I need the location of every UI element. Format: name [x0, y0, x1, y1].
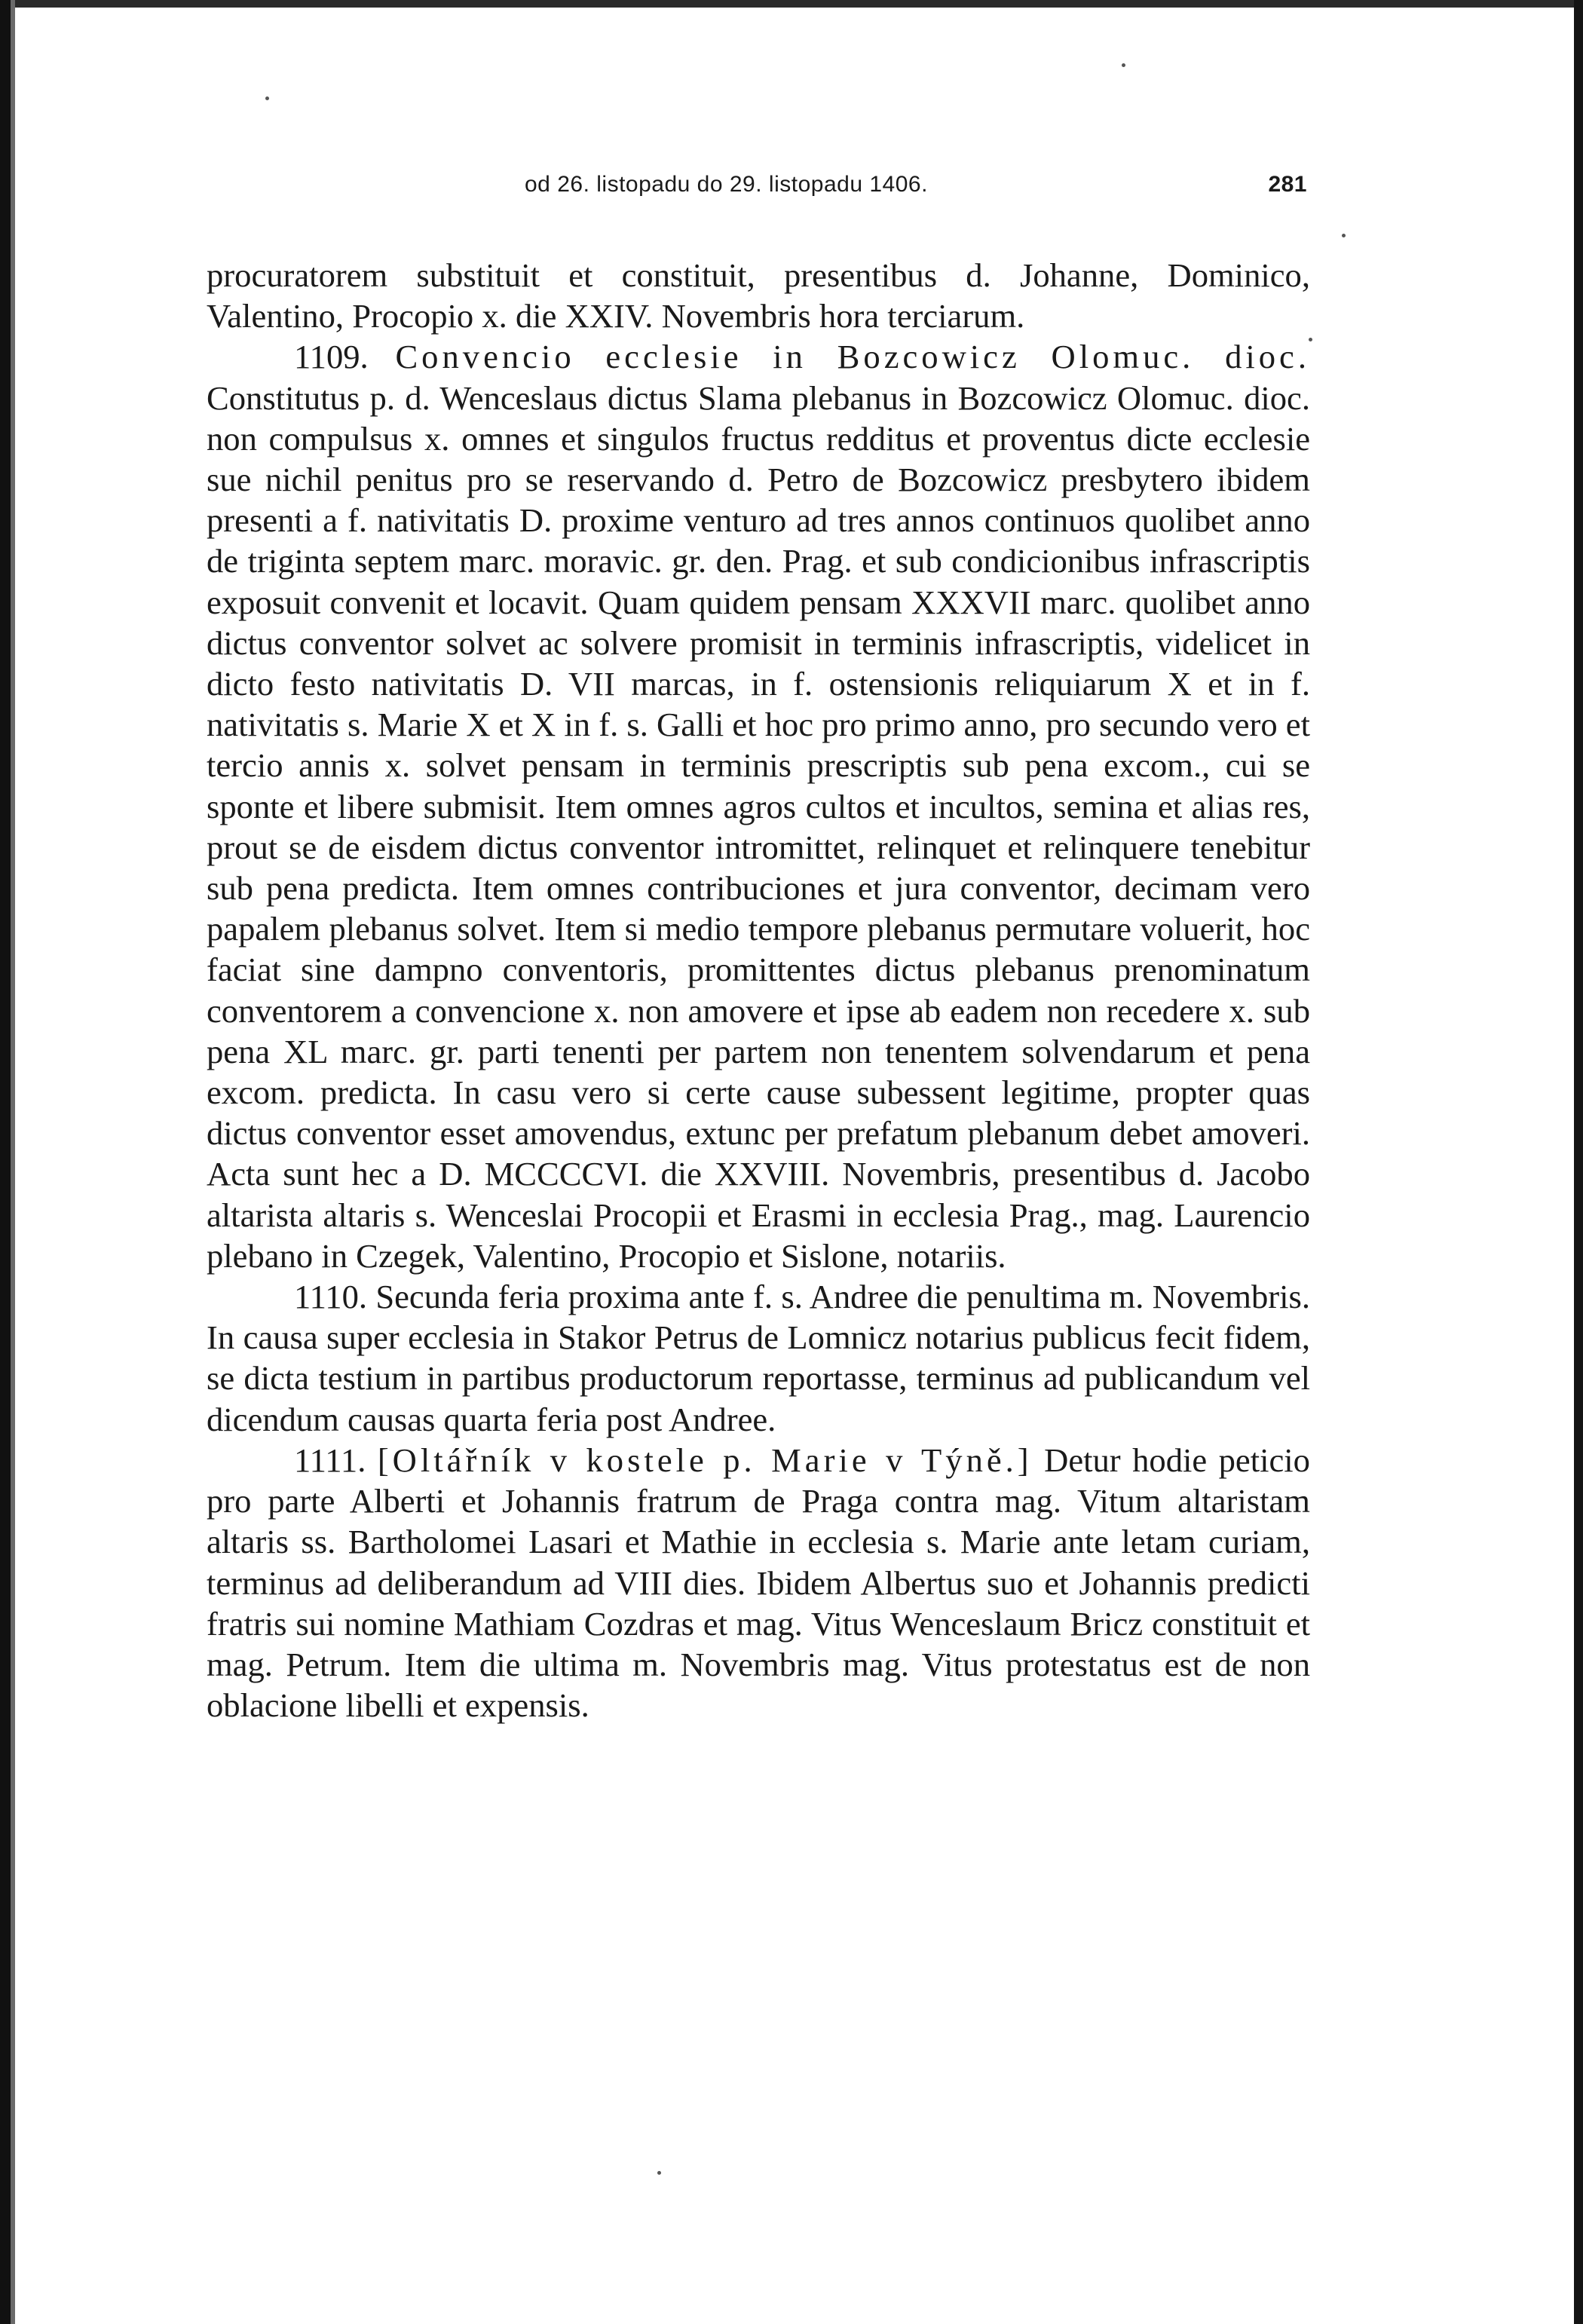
entry-continuation [207, 255, 1310, 336]
scan-right-edge [1574, 0, 1583, 2324]
scan-speck [1342, 234, 1346, 237]
page-body [207, 255, 1310, 1725]
entry-1111 [207, 1440, 1310, 1725]
scan-speck [657, 2171, 661, 2175]
entry-text: Detur hodie peticio pro parte Alberti et Johannis fratrum de Praga contra mag. Vitum altaristam altaris ss. Bartholomei Lasari et Mathie in ecclesia s. Marie ante letam curiam, terminus ad deliberandum ad VIII dies. Ibidem Albertus suo et Johannis predicti fratris sui nomine Mathiam Cozdras et mag. Vitus Wenceslaum Bricz constituit et mag. Petrum. Item die ultima m. Novembris mag. Vitus protestatus est de non oblacione libelli et expensis. [207, 1441, 1310, 1725]
entry-heading: Convencio ecclesie in Bozcowicz Olomuc. dioc. [395, 338, 1310, 376]
entry-heading: [Oltářník v kostele p. Marie v Týně.] [377, 1441, 1033, 1479]
running-head-title: od 26. listopadu do 29. listopadu 1406. [525, 172, 928, 197]
page-number: 281 [1268, 172, 1307, 197]
scan-left-shadow [11, 0, 15, 2324]
scan-top-edge [0, 0, 1583, 8]
entry-text: Secunda feria proxima ante f. s. Andree die penultima m. Novembris. In causa super ecclesia in Stakor Petrus de Lomnicz notarius publicus fecit fidem, se dicta testium in partibus productorum reportasse, terminus ad publicandum vel dicendum causas quarta feria post Andree. [207, 1278, 1310, 1438]
entry-1109 [207, 336, 1310, 1276]
entry-text: Constitutus p. d. Wenceslaus dictus Slama plebanus in Bozcowicz Olomuc. dioc. non compulsus x. omnes et singulos fructus redditus et proventus dicte ecclesie sue nichil penitus pro se reservando d. Petro de Bozcowicz presbytero ibidem presenti a f. nativitatis D. proxime venturo ad tres annos continuos quolibet anno de triginta septem marc. moravic. gr. den. Prag. et sub condicionibus infrascriptis exposuit convenit et locavit. Quam quidem pensam XXXVII marc. quolibet anno dictus conventor solvet ac solvere promisit in terminis infrascriptis, videlicet in dicto festo nativitatis D. VII marcas, in f. ostensionis reliquiarum X et in f. nativitatis s. Marie X et X in f. s. Galli et hoc pro primo anno, pro secundo vero et tercio annis x. solvet pensam in terminis prescriptis sub pena excom., cui se sponte et libere submisit. Item omnes agros cultos et incultos, semina et alias res, prout se de eisdem dictus conventor intromittet, relinquet et relinquere tenebitur sub pena predicta. Item omnes contribuciones et jura conventor, decimam vero papalem plebanus solvet. Item si medio tempore plebanus permutare voluerit, hoc faciat sine dampno conventoris, promittentes dictus plebanus prenominatum conventorem a convencione x. non amovere et ipse ab eadem non recedere x. sub pena XL marc. gr. parti tenenti per partem non tenentem solvendarum et pena excom. predicta. In casu vero si certe cause subessent legitime, propter quas dictus conventor esset amovendus, extunc per prefatum plebanum debet amoveri. Acta sunt hec a D. MCCCCVI. die XXVIII. Novembris, presentibus d. Jacobo altarista altaris s. Wenceslai Procopii et Erasmi in ecclesia Prag., mag. Laurencio plebano in Czegek, Valentino, Procopio et Sislone, notariis. [207, 378, 1310, 1275]
scan-left-edge [0, 0, 11, 2324]
entry-number: 1111. [294, 1441, 366, 1479]
scan-speck [265, 96, 269, 100]
entry-1110 [207, 1276, 1310, 1440]
running-head [208, 172, 1307, 202]
scan-speck [1122, 63, 1125, 67]
entry-number: 1109. [294, 338, 369, 376]
entry-text: procuratorem substituit et constituit, presentibus d. Johanne, Dominico, Valentino, Procopio x. die XXIV. Novembris hora terciarum. [207, 256, 1310, 335]
entry-number: 1110. [294, 1278, 368, 1316]
